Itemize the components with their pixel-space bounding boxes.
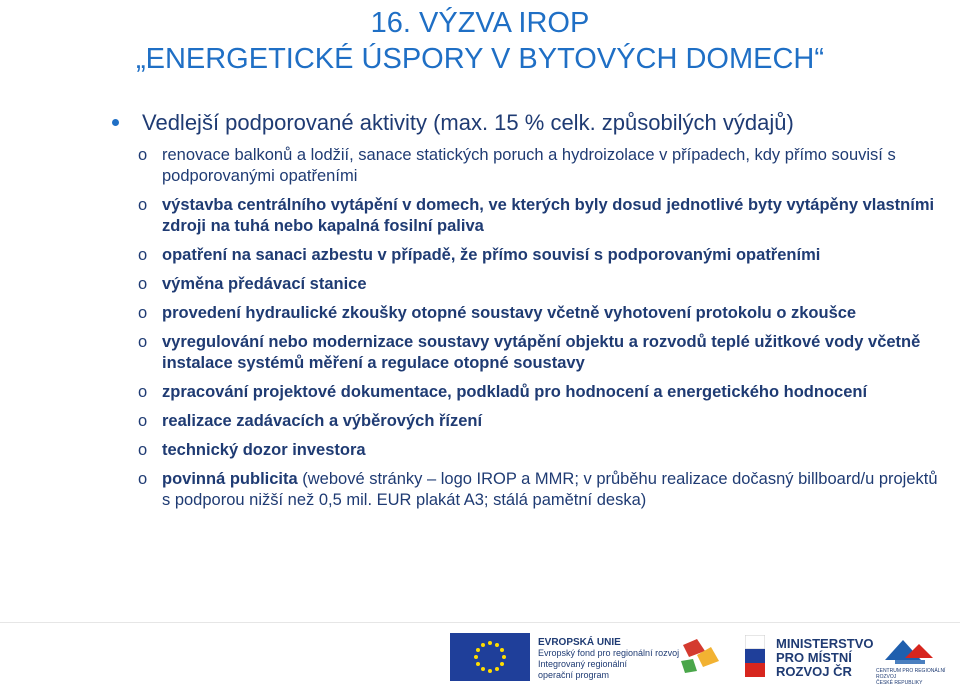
activity-list bbox=[138, 145, 938, 519]
list-item bbox=[138, 411, 938, 432]
list-item bbox=[138, 274, 938, 295]
eu-caption bbox=[538, 637, 679, 681]
list-marker: o bbox=[138, 275, 148, 293]
list-item-text: renovace balkonů a lodžií, sanace statických poruch a hydroizolace v případech, kdy přímo souvisí s podporovanými opatřeními bbox=[162, 146, 896, 185]
list-item bbox=[138, 145, 938, 187]
list-item bbox=[138, 332, 938, 374]
list-item-text: provedení hydraulické zkoušky otopné soustavy včetně vyhotovení protokolu o zkoušce bbox=[162, 304, 857, 322]
list-marker: o bbox=[138, 246, 148, 264]
crr-caption bbox=[876, 668, 956, 686]
crr-line2: ČESKÉ REPUBLIKY bbox=[876, 680, 923, 686]
slide-title-line2: „ENERGETICKÉ ÚSPORY V BYTOVÝCH DOMECH“ bbox=[135, 43, 825, 75]
irop-logo-icon bbox=[675, 635, 725, 675]
slide-title-line1: 16. VÝZVA IROP bbox=[370, 7, 590, 39]
footer-divider bbox=[0, 622, 960, 623]
eu-programme-line2: operační program bbox=[538, 670, 610, 680]
ministry-line3: ROZVOJ ČR bbox=[776, 664, 852, 679]
list-item-text: realizace zadávacích a výběrových řízení bbox=[162, 412, 483, 430]
crr-line1: CENTRUM PRO REGIONÁLNÍ ROZVOJ bbox=[876, 668, 946, 680]
eu-fund: Evropský fond pro regionální rozvoj bbox=[538, 648, 680, 658]
ministry-caption bbox=[776, 637, 874, 679]
list-item-bold-text: povinná publicita bbox=[162, 470, 298, 488]
list-item-text: technický dozor investora bbox=[162, 441, 366, 459]
list-item-text: zpracování projektové dokumentace, podkladů pro hodnocení a energetického hodnocení bbox=[162, 383, 868, 401]
eu-programme-line1: Integrovaný regionální bbox=[538, 659, 628, 669]
ministry-line2: PRO MÍSTNÍ bbox=[776, 650, 852, 665]
list-item bbox=[138, 245, 938, 266]
list-marker: o bbox=[138, 146, 148, 164]
list-marker: o bbox=[138, 412, 148, 430]
eu-flag-icon bbox=[450, 633, 530, 681]
list-marker: o bbox=[138, 383, 148, 401]
list-item-text: výměna předávací stanice bbox=[162, 275, 367, 293]
list-marker: o bbox=[138, 333, 148, 351]
list-item bbox=[138, 382, 938, 403]
list-marker: o bbox=[138, 441, 148, 459]
list-item-text: vyregulování nebo modernizace soustavy vytápění objektu a rozvodů teplé užitkové vody včetně instalace systémů měření a regulace otopné soustavy bbox=[162, 333, 921, 372]
bullet-dot-icon bbox=[112, 119, 119, 126]
list-item-text: výstavba centrálního vytápění v domech, ve kterých byly dosud jednotlivé byty vytápěny vlastními zdroji na tuhá nebo kapalná fosilní paliva bbox=[162, 196, 935, 235]
main-bullet bbox=[112, 110, 794, 136]
list-item bbox=[138, 195, 938, 237]
ministry-flag-icon bbox=[745, 635, 765, 677]
ministry-line1: MINISTERSTVO bbox=[776, 636, 874, 651]
list-item-text: (webové stránky – logo IROP a MMR; v průběhu realizace dočasný billboard/u projektů s podporou nižší než 0,5 mil. EUR plakát A3; stálá pamětní deska) bbox=[162, 470, 938, 509]
list-item bbox=[138, 440, 938, 461]
list-marker: o bbox=[138, 196, 148, 214]
list-item bbox=[138, 303, 938, 324]
list-item-text: opatření na sanaci azbestu v případě, že přímo souvisí s podporovanými opatřeními bbox=[162, 246, 821, 264]
main-bullet-text: Vedlejší podporované aktivity (max. 15 % celk. způsobilých výdajů) bbox=[142, 110, 794, 135]
list-marker: o bbox=[138, 470, 148, 488]
eu-heading: EVROPSKÁ UNIE bbox=[538, 637, 621, 648]
list-item bbox=[138, 469, 938, 511]
list-marker: o bbox=[138, 304, 148, 322]
